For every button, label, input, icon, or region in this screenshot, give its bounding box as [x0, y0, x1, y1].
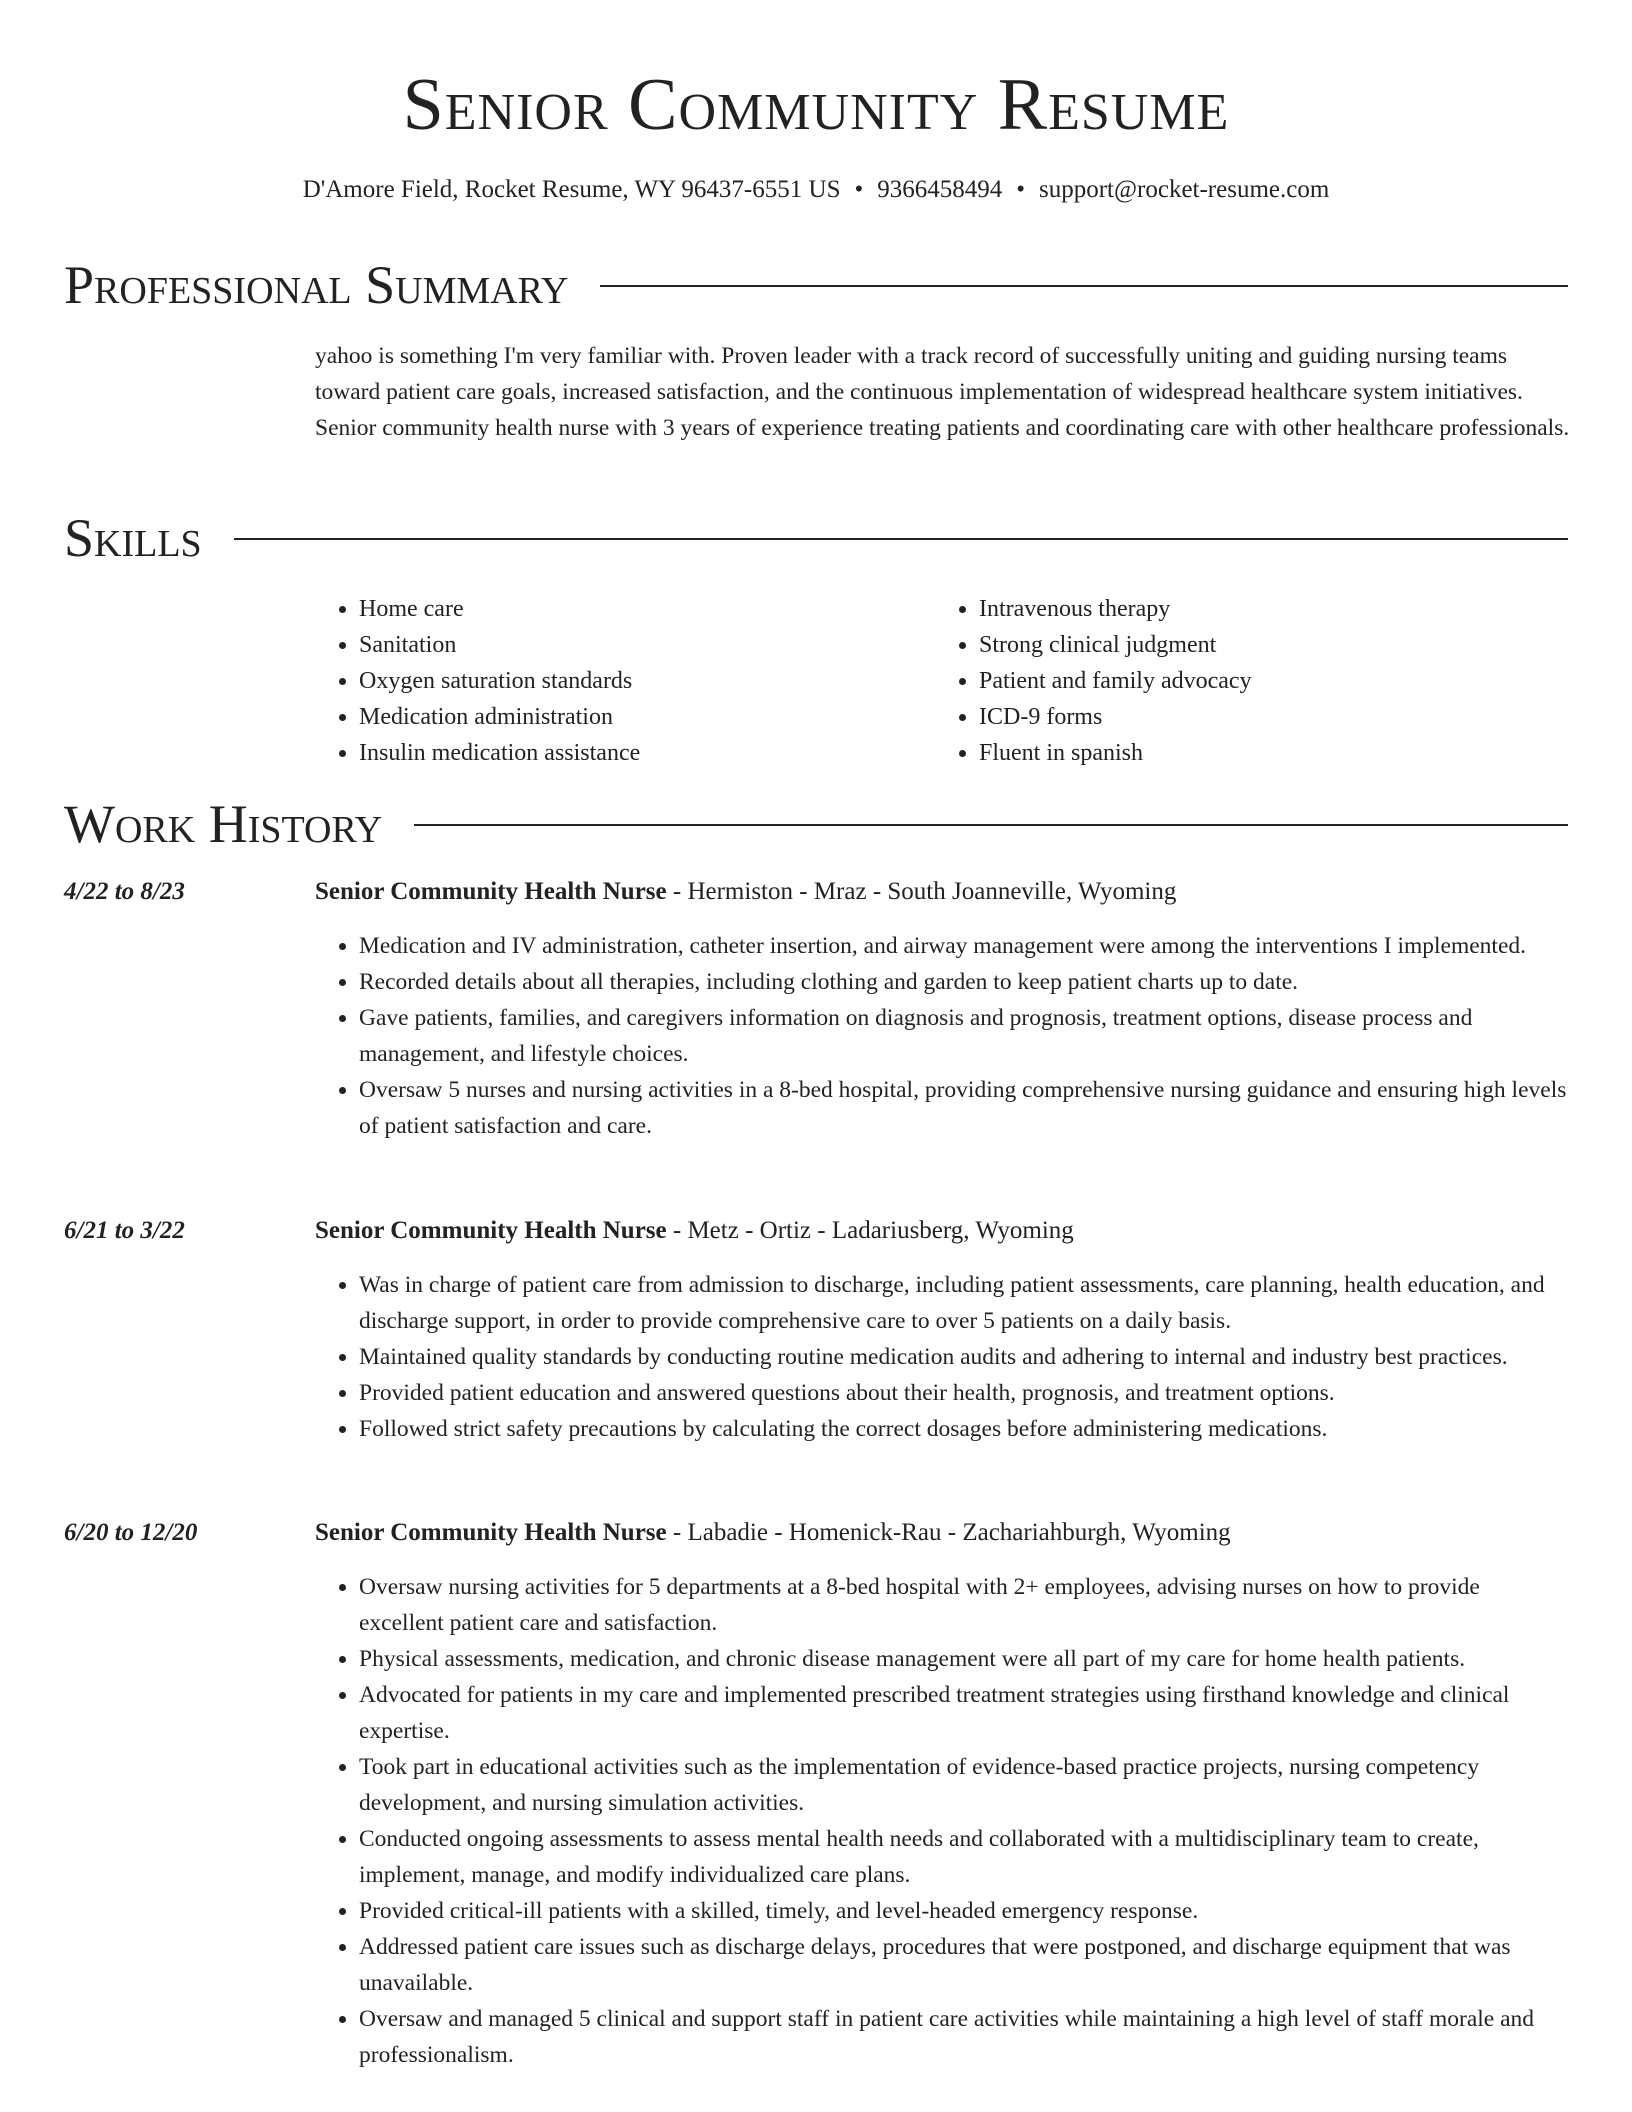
skills-list: [315, 591, 1570, 771]
job-bullet: • Oversaw 5 nurses and nursing activities in a 8-bed hospital, providing comprehensive nursing guidance and ensuring high levels of patient satisfaction and care.: [359, 1072, 1570, 1144]
summary-text: yahoo is something I'm very familiar with. Proven leader with a track record of successfully uniting and guiding nursing teams toward patient care goals, increased satisfaction, and the continuous implementation of widespread healthcare system initiatives. Senior community health nurse with 3 years of experience treating patients and coordinating care with other healthcare professionals.: [315, 343, 1570, 441]
job-bullet: • Oversaw and managed 5 clinical and support staff in patient care activities while maintaining a high level of staff morale and professionalism.: [359, 2001, 1570, 2073]
section-divider: [234, 538, 1568, 540]
work-section-header: [64, 792, 1568, 856]
skill-item: • ICD-9 forms: [979, 699, 1252, 735]
job-bullet: • Physical assessments, medication, and chronic disease management were all part of my care for home health patients.: [359, 1641, 1570, 1677]
skills-section-header: [64, 506, 1568, 570]
skill-item: • Sanitation: [359, 627, 935, 663]
job-bullet: • Gave patients, families, and caregivers information on diagnosis and prognosis, treatment options, disease process and management, and lifestyle choices.: [359, 1000, 1570, 1072]
contact-line: [0, 172, 1632, 208]
skills-heading: Skills: [64, 508, 202, 568]
job-company: - Labadie - Homenick-Rau - Zachariahburgh, Wyoming: [666, 1519, 1231, 1546]
job-company: - Hermiston - Mraz - South Joanneville, Wyoming: [666, 878, 1177, 905]
skills-column-1: [315, 591, 935, 771]
work-heading: Work History: [64, 794, 383, 854]
skill-item: • Strong clinical judgment: [979, 627, 1252, 663]
contact-separator: •: [854, 176, 864, 203]
skill-item: • Insulin medication assistance: [359, 735, 935, 771]
job-bullet: • Followed strict safety precautions by calculating the correct dosages before administering medications.: [359, 1411, 1570, 1447]
job-dates: 6/20 to 12/20: [64, 1519, 198, 1546]
job-bullet: • Recorded details about all therapies, including clothing and garden to keep patient charts up to date.: [359, 964, 1570, 1000]
job-company: - Metz - Ortiz - Ladariusberg, Wyoming: [666, 1217, 1074, 1244]
resume-title: Senior Community Resume: [402, 64, 1230, 146]
job-bullet: • Maintained quality standards by conducting routine medication audits and adhering to internal and industry best practices.: [359, 1339, 1570, 1375]
contact-email: support@rocket-resume.com: [1039, 176, 1330, 203]
job-bullet: • Took part in educational activities such as the implementation of evidence-based practice projects, nursing competency development, and nursing simulation activities.: [359, 1749, 1570, 1821]
skills-column-2: [935, 591, 1252, 771]
job-role: Senior Community Health Nurse: [315, 1519, 667, 1546]
contact-separator: •: [1016, 176, 1025, 203]
job-bullet: • Addressed patient care issues such as discharge delays, procedures that were postponed, and discharge equipment that was unavailable.: [359, 1929, 1570, 2001]
summary-heading: Professional Summary: [64, 255, 569, 315]
job-bullet: • Conducted ongoing assessments to assess mental health needs and collaborated with a multidisciplinary team to create, implement, manage, and modify individualized care plans.: [359, 1821, 1570, 1893]
job-header: [315, 1515, 1231, 1551]
job-role: Senior Community Health Nurse: [315, 878, 667, 905]
job-header: [315, 874, 1176, 910]
job-dates: 4/22 to 8/23: [64, 878, 185, 905]
job-role: Senior Community Health Nurse: [315, 1217, 667, 1244]
job-bullet: • Was in charge of patient care from admission to discharge, including patient assessments, care planning, health education, and discharge support, in order to provide comprehensive care to over 5 patients on a daily basis.: [359, 1267, 1570, 1339]
skill-item: • Intravenous therapy: [979, 591, 1252, 627]
skill-item: • Patient and family advocacy: [979, 663, 1252, 699]
skill-item: • Medication administration: [359, 699, 935, 735]
job-bullet: • Provided patient education and answered questions about their health, prognosis, and treatment options.: [359, 1375, 1570, 1411]
job-header: [315, 1213, 1074, 1249]
job-bullet: • Medication and IV administration, catheter insertion, and airway management were among the interventions I implemented.: [359, 928, 1570, 964]
job-bullet: • Advocated for patients in my care and implemented prescribed treatment strategies using firsthand knowledge and clinical expertise.: [359, 1677, 1570, 1749]
job-bullets: [315, 1569, 1570, 2073]
skill-item: • Home care: [359, 591, 935, 627]
job-bullets: [315, 928, 1570, 1144]
job-dates: 6/21 to 3/22: [64, 1217, 185, 1244]
contact-phone: 9366458494: [877, 176, 1003, 203]
contact-address: D'Amore Field, Rocket Resume, WY 96437-6551 US: [302, 176, 841, 203]
section-divider: [600, 285, 1568, 287]
job-bullets: [315, 1267, 1570, 1447]
skill-item: • Fluent in spanish: [979, 735, 1252, 771]
job-bullet: • Oversaw nursing activities for 5 departments at a 8-bed hospital with 2+ employees, advising nurses on how to provide excellent patient care and satisfaction.: [359, 1569, 1570, 1641]
job-bullet: • Provided critical-ill patients with a skilled, timely, and level-headed emergency response.: [359, 1893, 1570, 1929]
summary-section-header: [64, 253, 1568, 317]
skill-item: • Oxygen saturation standards: [359, 663, 935, 699]
section-divider: [414, 824, 1568, 826]
